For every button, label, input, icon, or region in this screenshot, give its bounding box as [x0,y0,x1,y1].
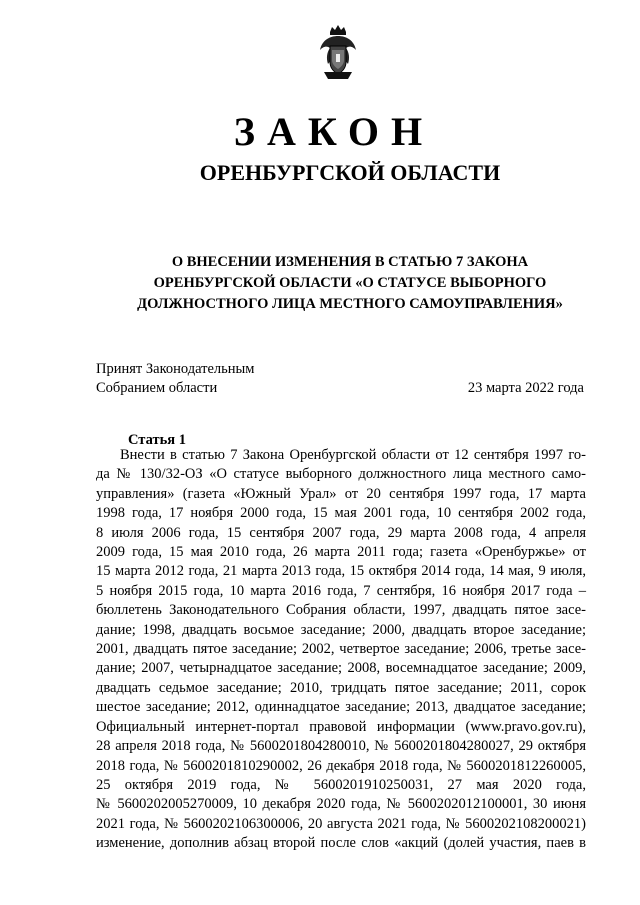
adopted-line: Собранием области [96,380,218,396]
body-line: да № 130/32-ОЗ «О статусе выборного должностного лица местного само- [96,466,586,483]
body-line: шестое заседание; 2012, одиннадцатое заседание; 2013, двадцатое заседание; [96,699,586,716]
body-line: управления» (газета «Южный Урал» от 20 сентября 1997 года, 17 марта [96,485,586,502]
body-line: бюллетень Законодательного Собрания области, 1997, двадцать пятое засе- [96,602,586,619]
body-line: № 5600202005270009, 10 декабря 2020 года, № 5600202012100001, 30 июня [96,796,586,813]
document-title: ЗАКОН [233,109,435,154]
adopted-by [96,360,254,398]
law-name-line: ДОЛЖНОСТНОГО ЛИЦА МЕСТНОГО САМОУПРАВЛЕНИЯ» [137,296,563,312]
article-title: Статья 1 [128,432,186,448]
body-line: двадцать седьмое заседание; 2010, тридцать пятое заседание; 2011, сорок [96,679,586,696]
body-line: 28 апреля 2018 года, № 5600201804280010, № 5600201804280027, 29 октября [96,738,586,755]
law-name-line: О ВНЕСЕНИИ ИЗМЕНЕНИЯ В СТАТЬЮ 7 ЗАКОНА [171,254,529,270]
body-line: дание; 1998, двадцать восьмое заседание; 2000, двадцать второе заседание; [96,621,586,638]
law-name-line: ОРЕНБУРГСКОЙ ОБЛАСТИ «О СТАТУСЕ ВЫБОРНОГО [153,275,547,291]
coat-of-arms-icon [318,24,358,80]
body-line: изменение, дополнив абзац второй после слов «акций (долей участия, паев в [96,835,586,852]
law-name [100,252,600,315]
body-line: 2009 года, 15 мая 2010 года, 26 марта 2011 года; газета «Оренбуржье» от [96,544,586,561]
body-line: дание; 2007, четырнадцатое заседание; 2008, восемнадцатое заседание; 2009, [96,660,586,677]
body-line: 1998 года, 17 ноября 2000 года, 15 мая 2001 года, 10 сентября 2002 года, [96,505,586,522]
article-body [96,446,586,854]
body-line: 15 марта 2012 года, 21 марта 2013 года, 15 октября 2014 года, 14 мая, 9 июля, [96,563,586,580]
body-line: 8 июля 2006 года, 15 сентября 2007 года, 29 марта 2008 года, 4 апреля [96,524,586,541]
body-line: 2001, двадцать пятое заседание; 2002, четвертое заседание; 2006, третье засе- [96,641,586,658]
body-line: 5 ноября 2015 года, 10 марта 2016 года, 7 сентября, 16 ноября 2017 года – [96,582,586,599]
adopted-line: Принят Законодательным [96,361,255,377]
body-line: Внести в статью 7 Закона Оренбургской области от 12 сентября 1997 го- [120,447,586,463]
body-line: 2018 года, № 5600201810290002, 26 декабря 2018 года, № 5600201812260005, [96,757,586,774]
body-line: 25 октября 2019 года, № 5600201910250031, 27 мая 2020 года, [96,776,586,793]
body-line: Официальный интернет-портал правовой информации (www.pravo.gov.ru), [96,718,586,735]
adoption-date: 23 марта 2022 года [467,380,584,396]
document-subtitle: ОРЕНБУРГСКОЙ ОБЛАСТИ [199,160,501,185]
body-line: 2021 года, № 5600202106300006, 20 августа 2021 года, № 5600202108200021) [96,815,586,832]
